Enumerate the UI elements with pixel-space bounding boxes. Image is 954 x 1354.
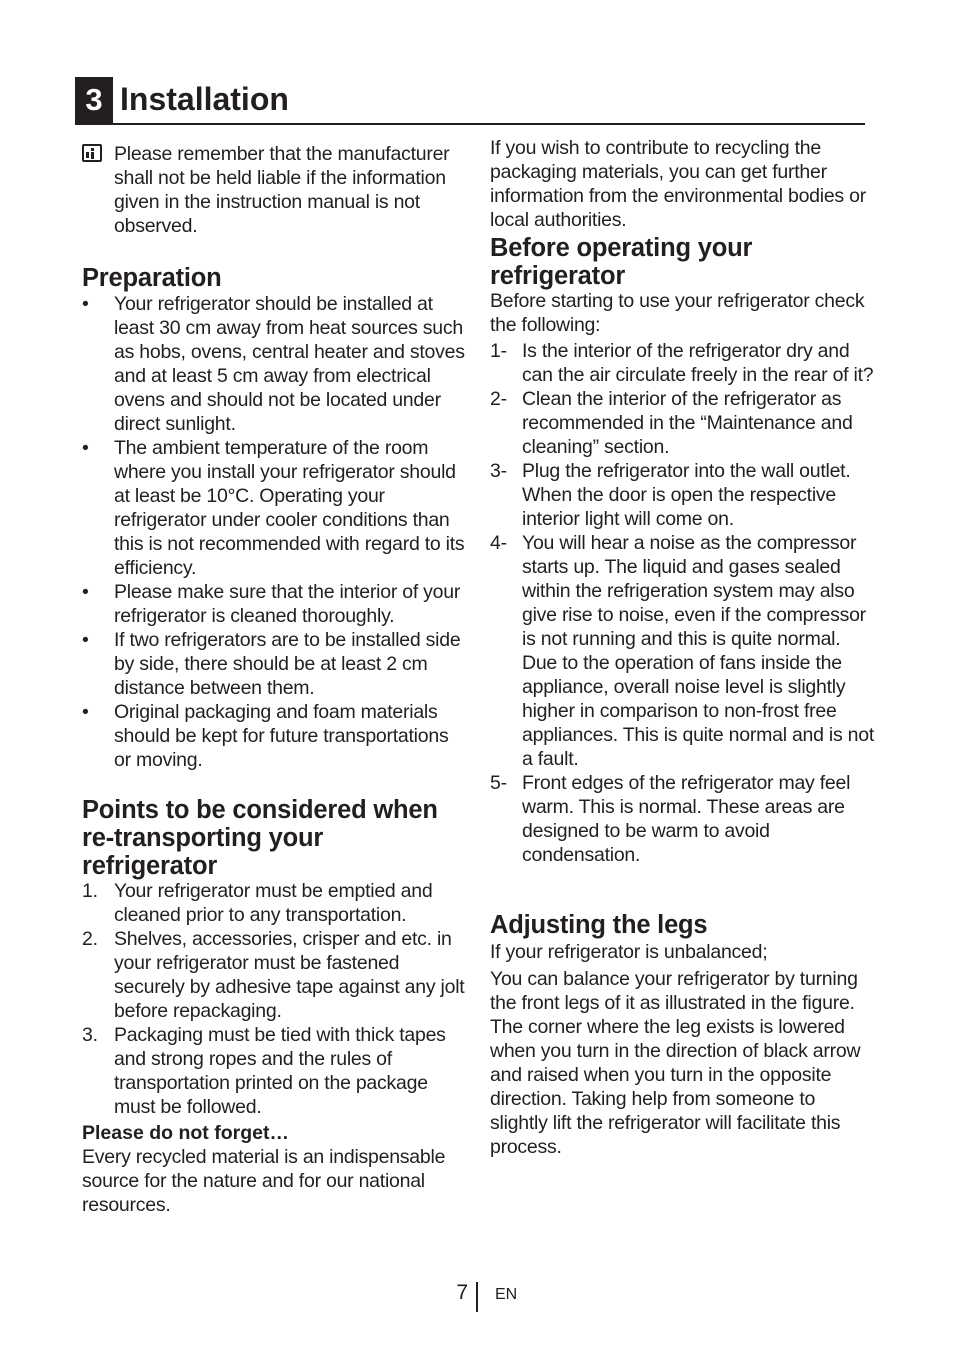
before-list: [490, 339, 880, 867]
list-item: 3. Packaging must be tied with thick tapes and strong ropes and the rules of transportation printed on the package must be followed.: [82, 1024, 446, 1118]
transport-heading: Points to be considered when re-transporting your refrigerator: [82, 796, 438, 880]
preparation-list: [82, 292, 468, 772]
list-item: • Please make sure that the interior of your refrigerator is cleaned thoroughly.: [82, 581, 461, 627]
legs-heading: Adjusting the legs: [490, 911, 708, 939]
list-item: 1. Your refrigerator must be emptied and cleaned prior to any transportation.: [82, 880, 433, 926]
info-icon: [82, 144, 102, 162]
note-text: Please remember that the manufacturer shall not be held liable if the information given in the instruction manual is not observed.: [114, 143, 450, 237]
reminder-heading: Please do not forget…: [82, 1122, 289, 1144]
list-item: 2. Shelves, accessories, crisper and etc. in your refrigerator must be fastened securely by adhesive tape against any jolt before repackaging.: [82, 928, 465, 1022]
legs-intro: If your refrigerator is unbalanced;: [490, 941, 768, 963]
footer-divider: [476, 1282, 478, 1312]
list-item: • If two refrigerators are to be installed side by side, there should be at least 2 cm distance between them.: [82, 629, 461, 699]
list-item: • The ambient temperature of the room where you install your refrigerator should at least be 10°C. Operating your refrigerator under cooler conditions than this is not recommended with regard to its efficiency.: [82, 437, 465, 579]
legs-text: You can balance your refrigerator by turning the front legs of it as illustrated in the figure. The corner where the leg exists is lowered when you turn in the direction of black arrow and raised when you turn in the opposite direction. Taking help from someone to slightly lift the refrigerator will facilitate this process.: [490, 968, 861, 1158]
list-item: 5- Front edges of the refrigerator may feel warm. This is normal. These areas are designed to be warm to avoid condensation.: [490, 772, 851, 866]
transport-list: [82, 879, 468, 1119]
list-item: 1- Is the interior of the refrigerator dry and can the air circulate freely in the rear of it?: [490, 340, 874, 386]
list-item: • Original packaging and foam materials should be kept for future transportations or moving.: [82, 701, 449, 771]
reminder-text: Every recycled material is an indispensable source for the nature and for our national resources.: [82, 1146, 446, 1216]
chapter-number: 3: [75, 77, 113, 123]
list-item: 2- Clean the interior of the refrigerator as recommended in the “Maintenance and cleaning” section.: [490, 388, 853, 458]
list-item: • Your refrigerator should be installed at least 30 cm away from heat sources such as hobs, ovens, central heater and stoves and at least 5 cm away from electrical ovens and should not be located under direct sunlight.: [82, 293, 465, 435]
preparation-heading: Preparation: [82, 264, 222, 292]
chapter-header: [75, 77, 865, 125]
before-heading: Before operating your refrigerator: [490, 234, 753, 290]
page-number: 7: [456, 1281, 468, 1304]
chapter-title: Installation: [120, 81, 289, 117]
list-item: 4- You will hear a noise as the compressor starts up. The liquid and gases sealed within the refrigeration system may also give rise to noise, even if the compressor is not running and this is quite normal. Due to the operation of fans inside the appliance, overall noise level is slightly higher in comparison to non-frost free appliances. This is quite normal and is not a fault.: [490, 532, 875, 770]
list-item: 3- Plug the refrigerator into the wall outlet. When the door is open the respective interior light will come on.: [490, 460, 851, 530]
language-code: EN: [495, 1286, 518, 1303]
recycling-text: If you wish to contribute to recycling the packaging materials, you can get further information from the environmental bodies or local authorities.: [490, 137, 866, 231]
before-intro: Before starting to use your refrigerator check the following:: [490, 290, 865, 336]
